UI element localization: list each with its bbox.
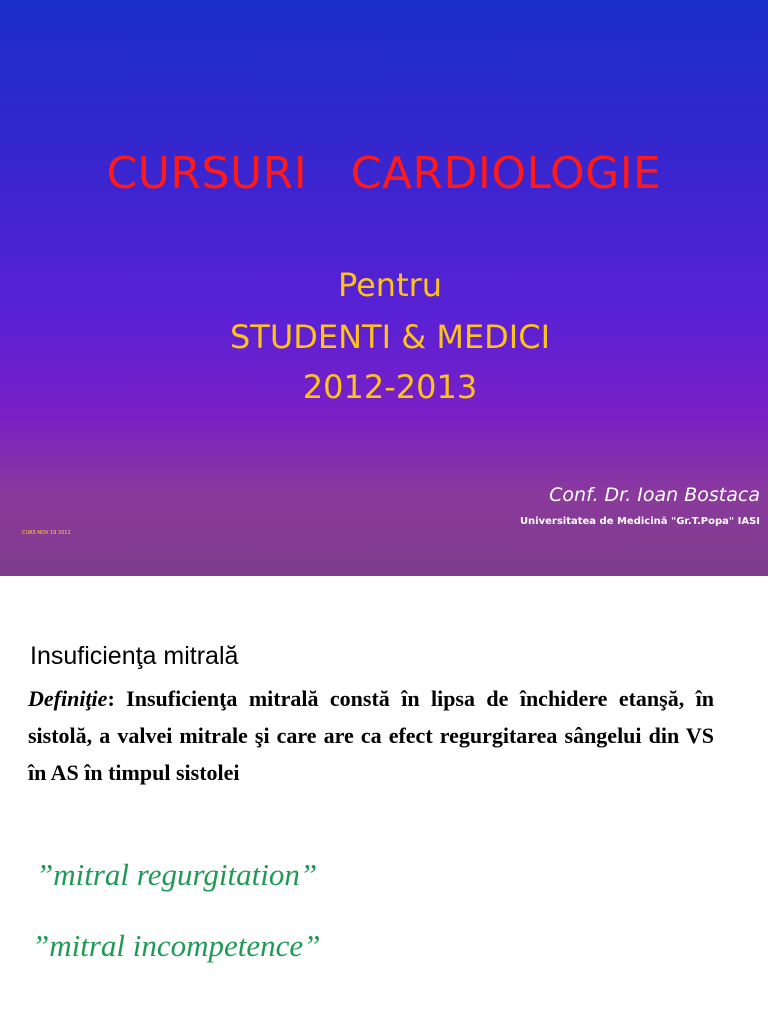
subtitle-line-2: STUDENTI & MEDICI: [229, 318, 551, 356]
footer-small-text: CURS NOV 19 2012: [22, 530, 71, 536]
content-slide: [0, 576, 768, 1024]
definition-text: : Insuficienţa mitrală constă în lipsa de închidere etanşă, în sistolă, a valvei mitrale şi care are ca efect regurgitarea sângelui din VS în AS în timpul sistolei: [28, 686, 714, 785]
university-name: Universitatea de Medicină "Gr.T.Popa" IASI: [519, 516, 760, 527]
english-term-2: ”mitral incompetence”: [32, 928, 321, 963]
english-term-1: ”mitral regurgitation”: [36, 857, 318, 892]
section-heading: Insuficienţa mitrală: [30, 642, 239, 670]
subtitle-line-3: 2012-2013: [302, 368, 478, 406]
author-name: Conf. Dr. Ioan Bostaca: [549, 484, 760, 506]
subtitle-line-1: Pentru: [337, 266, 443, 304]
slide-title: CURSURI CARDIOLOGIE: [106, 148, 662, 199]
definition-paragraph: [28, 680, 714, 791]
definition-term: Definiţie: [28, 686, 108, 711]
